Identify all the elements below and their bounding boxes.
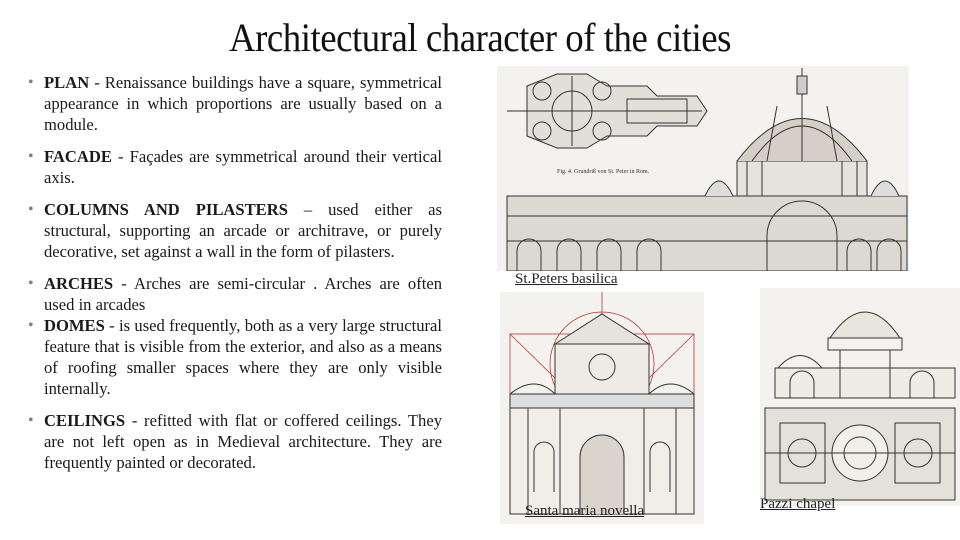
plan-figure-label: Fig. 4. Grundriß von St. Peter in Rom. bbox=[557, 169, 650, 175]
bullet-heading: CEILINGS bbox=[44, 411, 126, 430]
bullet-separator: - bbox=[104, 316, 120, 335]
bullet-columns bbox=[28, 199, 442, 262]
bullet-heading: ARCHES bbox=[44, 274, 114, 293]
bullet-heading: DOMES bbox=[44, 316, 105, 335]
bullet-text: Façades are symmetrical around their vertical axis. bbox=[44, 147, 442, 187]
bullet-separator: – bbox=[287, 200, 329, 219]
bullet-separator: - bbox=[89, 73, 105, 92]
bullet-separator: - bbox=[113, 274, 134, 293]
bullet-plan bbox=[28, 72, 442, 135]
santa-maria-novella-caption: Santa maria novella bbox=[525, 503, 645, 519]
pazzi-chapel-caption: Pazzi chapel bbox=[760, 496, 836, 512]
pazzi-chapel-drawing bbox=[760, 288, 960, 506]
bullet-text: Renaissance buildings have a square, symmetrical appearance in which proportions are usually based on a module. bbox=[44, 73, 442, 134]
bullet-heading: PLAN bbox=[44, 73, 90, 92]
bullet-dot-icon: • bbox=[28, 317, 34, 334]
bullet-text: is used frequently, both as a very large structural feature that is visible from the exterior, and also as a means of roofing smaller spaces where they are only visible internally. bbox=[44, 316, 443, 398]
bullet-dot-icon: • bbox=[28, 201, 34, 218]
bullet-dot-icon: • bbox=[28, 74, 34, 91]
bullet-text: Arches are semi-circular . Arches are often used in arcades bbox=[44, 274, 442, 314]
bullet-dot-icon: • bbox=[28, 148, 34, 165]
bullet-dot-icon: • bbox=[28, 275, 34, 292]
bullet-domes bbox=[28, 315, 442, 399]
santa-maria-novella-drawing bbox=[500, 292, 704, 524]
bullet-heading: COLUMNS AND PILASTERS bbox=[44, 200, 288, 219]
st-peters-drawing bbox=[497, 66, 909, 271]
bullet-list bbox=[28, 72, 442, 473]
bullet-separator: - bbox=[125, 411, 145, 430]
bullet-facade bbox=[28, 146, 442, 188]
bullet-ceilings bbox=[28, 410, 442, 473]
bullet-text: used either as structural, supporting an arcade or architrave, or purely decorative, set against a wall in the form of pilasters. bbox=[44, 200, 443, 261]
bullet-separator: - bbox=[111, 147, 130, 166]
slide-title: Architectural character of the cities bbox=[229, 15, 731, 60]
bullet-text: refitted with flat or coffered ceilings. They are not left open as in Medieval architecture. They are frequently painted or decorated. bbox=[44, 411, 442, 472]
santa-maria-novella-illustration bbox=[500, 292, 704, 524]
pazzi-chapel-illustration bbox=[760, 288, 960, 506]
bullet-heading: FACADE bbox=[44, 147, 112, 166]
bullet-dot-icon: • bbox=[28, 412, 34, 429]
st-peters-caption: St.Peters basilica bbox=[515, 271, 618, 287]
bullet-arches bbox=[28, 273, 442, 315]
